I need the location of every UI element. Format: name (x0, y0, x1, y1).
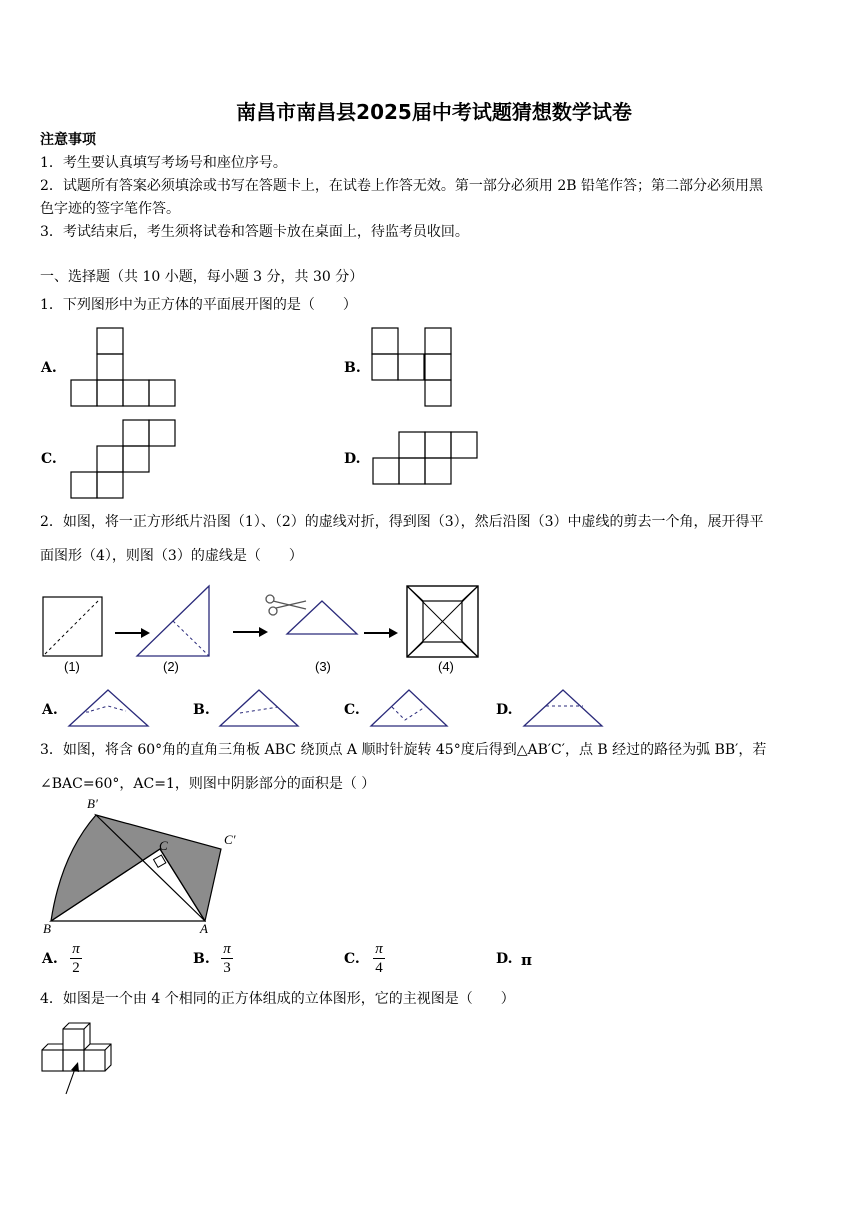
q2-caption-3: (3) (315, 659, 331, 674)
q2-option-a-label: A. (42, 702, 58, 718)
q1-stem: 1．下列图形中为正方体的平面展开图的是（ ） (40, 297, 357, 313)
q3-option-a-label: A. (42, 951, 58, 967)
q2-caption-1: (1) (64, 659, 80, 674)
q1-option-d-label: D. (344, 451, 361, 467)
q2-stem-line2: 面图形（4），则图（3）的虚线是（ ） (40, 548, 303, 564)
q3-stem-line1: 3．如图，将含 60°角的直角三角板 ABC 绕顶点 A 顺时针旋转 45°度后得到△AB′C′，点 B 经过的路径为弧 BB′，若 (40, 742, 767, 758)
q2-option-b-label: B. (193, 702, 210, 718)
page-title: 南昌市南昌县2025届中考试题猜想数学试卷 (236, 100, 632, 124)
q3-option-d-label: D. (496, 951, 513, 967)
q3-option-b-fraction: π 3 (221, 941, 233, 976)
q3-option-c-label: C. (344, 951, 360, 967)
q1-option-a-label: A. (41, 360, 57, 376)
notice-heading: 注意事项 (40, 132, 96, 148)
section-heading: 一、选择题（共 10 小题，每小题 3 分，共 30 分） (40, 269, 364, 285)
q3-option-a-fraction: π 2 (70, 941, 82, 976)
q3-label-b: B (43, 921, 51, 936)
q3-option-b-label: B. (193, 951, 210, 967)
q2-caption-4: (4) (438, 659, 454, 674)
q3-option-c-fraction: π 4 (373, 941, 385, 976)
q3-stem-line2: ∠BAC=60°，AC=1，则图中阴影部分的面积是（ ） (40, 776, 376, 792)
q3-option-d-value: π (521, 951, 532, 969)
q2-stem-line1: 2．如图，将一正方形纸片沿图（1）、（2）的虚线对折，得到图（3），然后沿图（3）中虚线的剪去一个角，展开得平 (40, 514, 764, 530)
q4-stem: 4．如图是一个由 4 个相同的正方体组成的立体图形，它的主视图是（ ） (40, 991, 515, 1007)
q3-label-c: C (159, 838, 168, 853)
notice-item-3: 3．考试结束后，考生须将试卷和答题卡放在桌面上，待监考员收回。 (40, 224, 469, 240)
q2-option-c-label: C. (344, 702, 360, 718)
q3-label-a: A (200, 921, 208, 936)
q1-option-b-label: B. (344, 360, 361, 376)
q2-option-d-label: D. (496, 702, 513, 718)
q2-caption-2: (2) (163, 659, 179, 674)
notice-item-1: 1．考生要认真填写考场号和座位序号。 (40, 155, 287, 171)
q3-label-b-prime: B′ (87, 796, 98, 811)
q1-option-c-label: C. (41, 451, 57, 467)
notice-item-2: 2．试题所有答案必须填涂或书写在答题卡上，在试卷上作答无效。第一部分必须用 2B 铅笔作答；第二部分必须用黑 (40, 178, 763, 194)
q3-label-c-prime: C′ (224, 832, 236, 847)
notice-item-2-cont: 色字迹的签字笔作答。 (40, 201, 180, 217)
